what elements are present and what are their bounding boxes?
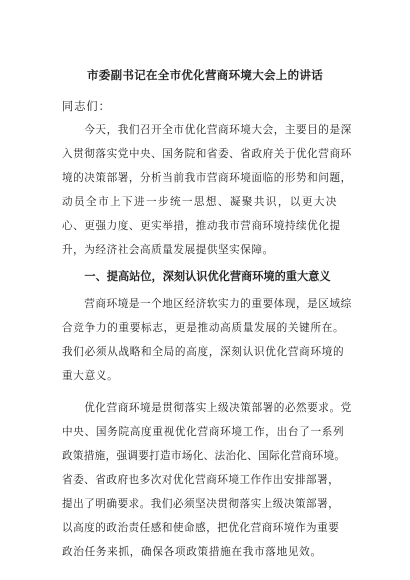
paragraph-line: 境的决策部署，分析当前我市营商环境面临的形势和问题， xyxy=(62,172,352,184)
paragraph-line: 中央、国务院高度重视优化营商环境工作，出台了一系列 xyxy=(62,426,345,438)
paragraph-line: 合竞争力的重要标志，更是推动高质量发展的关键所在。 xyxy=(62,322,345,334)
paragraph-line: 动员全市上下进一步统一思想、凝聚共识，以更大决 xyxy=(62,196,338,208)
paragraph-line: 心、更强力度、更实举措，推动我市营商环境持续优化提 xyxy=(62,220,341,232)
salutation: 同志们： xyxy=(62,100,111,113)
paragraph-line: 优化营商环境是贯彻落实上级决策部署的必然要求。党 xyxy=(62,402,352,414)
paragraph-line: 升，为经济社会高质量发展提供坚实保障。 xyxy=(62,244,274,256)
paragraph-line: 以高度的政治责任感和使命感，把优化营商环境作为重要 xyxy=(62,522,340,534)
paragraph-line: 提出了明确要求。我们必须坚决贯彻落实上级决策部署， xyxy=(62,498,340,510)
paragraph-line: 入贯彻落实党中央、国务院和省委、省政府关于优化营商环 xyxy=(62,148,352,160)
paragraph-line: 今天，我们召开全市优化营商环境大会，主要目的是深 xyxy=(62,124,352,136)
paragraph-line: 政治任务来抓，确保各项政策措施在我市落地见效。 xyxy=(62,546,322,558)
paragraph-line: 重大意义。 xyxy=(62,370,119,382)
paragraph-line: 营商环境是一个地区经济软实力的重要体现，是区域综 xyxy=(62,298,352,310)
paragraph-line: 我们必须从战略和全局的高度，深刻认识优化营商环境的 xyxy=(62,346,345,358)
paragraph-line: 政策措施，强调要打造市场化、法治化、国际化营商环境。 xyxy=(62,450,346,462)
document-title: 市委副书记在全市优化营商环境大会上的讲话 xyxy=(87,68,323,82)
section-heading: 一、提高站位，深刻认识优化营商环境的重大意义 xyxy=(62,270,331,283)
paragraph-line: 省委、省政府也多次对优化营商环境工作作出安排部署， xyxy=(62,474,340,486)
